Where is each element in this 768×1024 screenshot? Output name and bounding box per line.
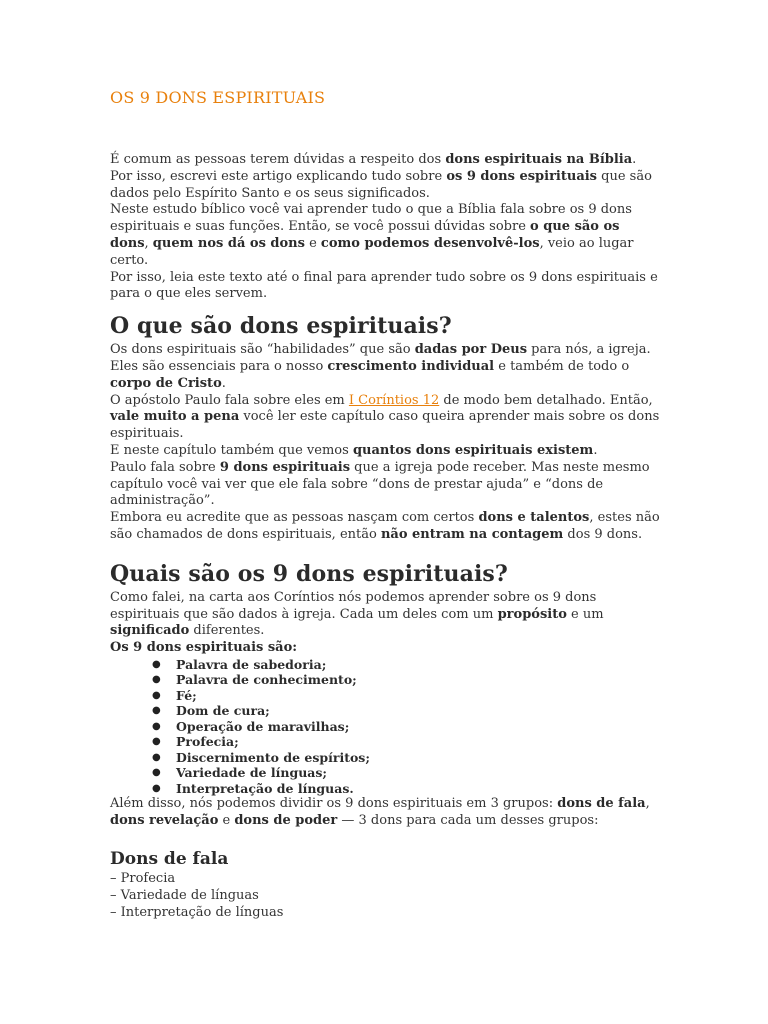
section2-paragraph-2: Além disso, nós podemos dividir os 9 dons espirituais em 3 grupos: dons de fala, dons revelação e dons de poder — 3 dons para cada um desses grupos:	[110, 796, 650, 829]
section2-paragraph-1: Como falei, na carta aos Coríntios nós podemos aprender sobre os 9 dons espirituais que são dados à igreja. Cada um deles com um propósito e um significado diferentes.	[110, 589, 604, 639]
bullet-icon: ●	[152, 751, 161, 763]
intro-paragraph-2: Neste estudo bíblico você vai aprender tudo o que a Bíblia fala sobre os 9 dons espirituais e suas funções. Então, se você possui dúvidas sobre o que são os dons, quem nos dá os dons e como podemos desenvolvê-los, veio ao lugar certo.	[110, 202, 634, 268]
bullet-icon: ●	[152, 658, 161, 670]
intro-paragraph-1: É comum as pessoas terem dúvidas a respeito dos dons espirituais na Bíblia. Por isso, escrevi este artigo explicando tudo sobre os 9 dons espirituais que são dados pelo Espírito Santo e os seus significados.	[110, 152, 652, 201]
list-item: – Variedade de línguas	[110, 888, 259, 904]
corinthians-link[interactable]: I Coríntios 12	[348, 392, 440, 408]
list-item: ● Profecia;	[152, 734, 239, 750]
document-title: OS 9 DONS ESPIRITUAIS	[110, 88, 326, 107]
bullet-icon: ●	[152, 720, 161, 732]
list-item: ● Dom de cura;	[152, 703, 270, 719]
list-item: ● Variedade de línguas;	[152, 765, 328, 781]
bullet-icon: ●	[152, 705, 161, 717]
section-heading-which-are: Quais são os 9 dons espirituais?	[110, 560, 508, 587]
gifts-list-title: Os 9 dons espirituais são:	[110, 640, 298, 656]
list-item: ● Palavra de sabedoria;	[152, 656, 327, 672]
subsection-heading-speech-gifts: Dons de fala	[110, 849, 229, 870]
section1-paragraph-2: O apóstolo Paulo fala sobre eles em I Coríntios 12 de modo bem detalhado. Então, vale muito a pena você ler este capítulo caso queira aprender mais sobre os dons espirituais.	[110, 392, 660, 442]
gifts-list	[110, 657, 662, 797]
list-item: – Interpretação de línguas	[110, 905, 284, 921]
list-item: ● Interpretação de línguas.	[152, 780, 354, 796]
intro-section	[110, 152, 662, 303]
section1-paragraph-5: Embora eu acredite que as pessoas nasçam com certos dons e talentos, estes não são chamados de dons espirituais, então não entram na contagem dos 9 dons.	[110, 510, 660, 542]
section1-paragraph-4: Paulo fala sobre 9 dons espirituais que a igreja pode receber. Mas neste mesmo capítulo você vai ver que ele fala sobre “dons de prestar ajuda” e “dons de administração”.	[110, 459, 650, 509]
bullet-icon: ●	[152, 674, 161, 686]
bullet-icon: ●	[152, 689, 161, 701]
bullet-icon: ●	[152, 782, 161, 794]
section1-paragraph-1: Os dons espirituais são “habilidades” que são dadas por Deus para nós, a igreja. Eles são essenciais para o nosso crescimento individual e também de todo o corpo de Cristo.	[110, 342, 651, 391]
bullet-icon: ●	[152, 767, 161, 779]
list-item: ● Palavra de conhecimento;	[152, 672, 357, 688]
section-heading-what-are: O que são dons espirituais?	[110, 313, 452, 340]
list-item: – Profecia	[110, 871, 176, 887]
intro-paragraph-3: Por isso, leia este texto até o final para aprender tudo sobre os 9 dons espirituais e para o que eles servem.	[110, 269, 658, 302]
article-content	[110, 88, 662, 921]
speech-gifts-list	[110, 870, 662, 921]
list-item: ● Operação de maravilhas;	[152, 718, 350, 734]
list-item: ● Discernimento de espíritos;	[152, 749, 370, 765]
section1-paragraph-3: E neste capítulo também que vemos quantos dons espirituais existem.	[110, 442, 598, 458]
bullet-icon: ●	[152, 736, 161, 748]
list-item: ● Fé;	[152, 687, 197, 703]
